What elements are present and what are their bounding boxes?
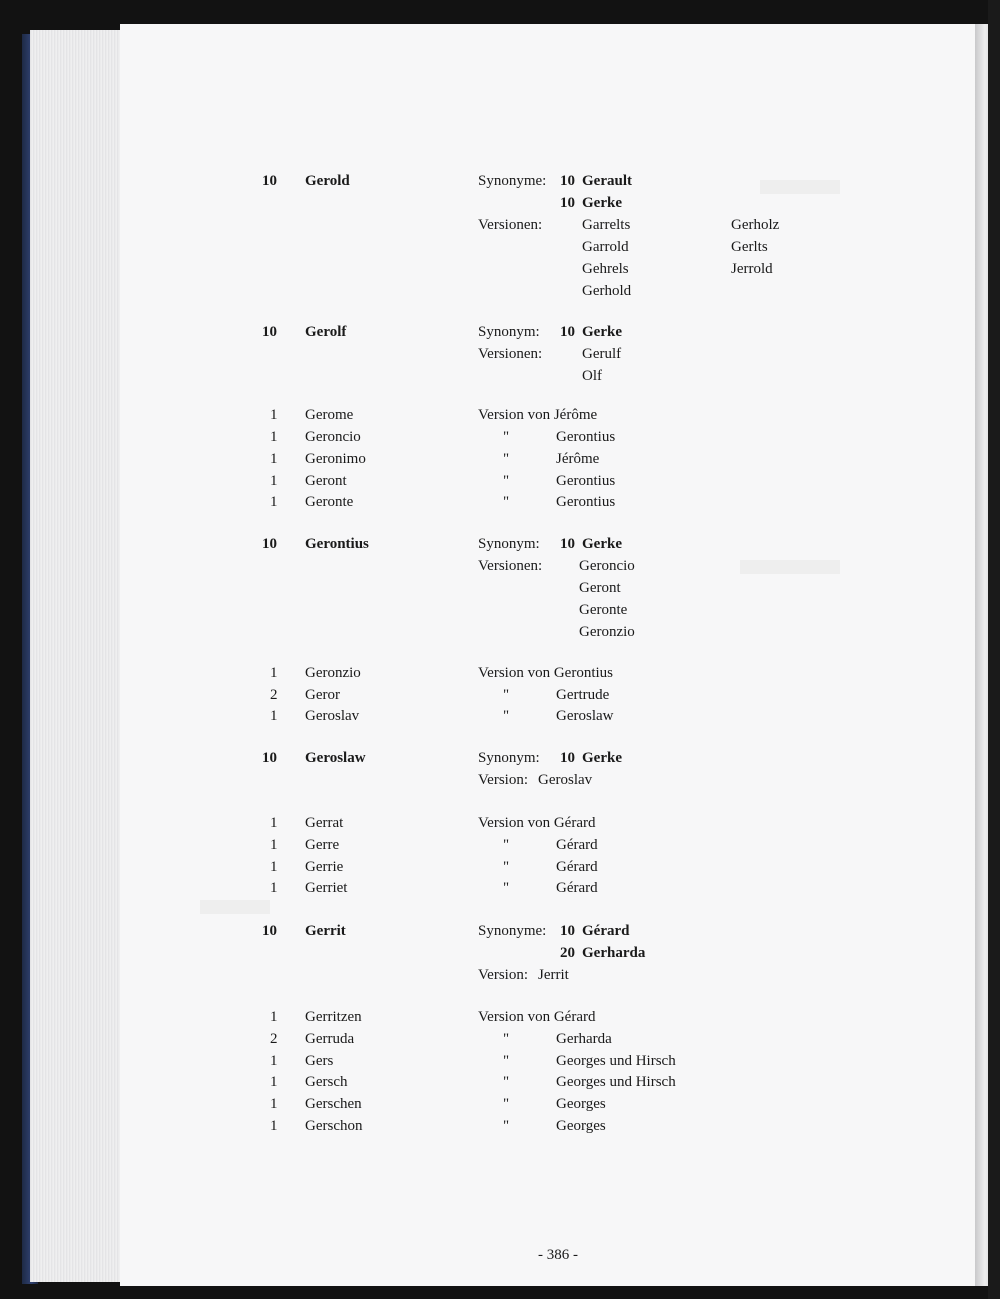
- entry-count: 2: [270, 1031, 278, 1047]
- entry-label: ": [503, 708, 510, 724]
- entry-name: Gerruda: [305, 1031, 355, 1047]
- entry-name: Gerold: [305, 173, 350, 189]
- entry-number: 10: [560, 173, 575, 189]
- entry-value: Gérard: [556, 880, 598, 896]
- entry-name: Geroslav: [305, 708, 360, 724]
- entry-name: Gerschen: [305, 1096, 362, 1112]
- show-through-mark: [760, 180, 840, 194]
- entry-name: Gerriet: [305, 880, 348, 896]
- entry-count: 1: [270, 407, 278, 423]
- entry-value: Gerharda: [582, 945, 646, 961]
- entry-number: 10: [560, 324, 575, 340]
- entry-label: Version von Gérard: [478, 815, 596, 831]
- entry-value: Gertrude: [556, 687, 610, 703]
- entry-label: ": [503, 837, 510, 853]
- entry-count: 1: [270, 837, 278, 853]
- entry-value: Georges: [556, 1096, 606, 1112]
- entry-name: Gersch: [305, 1074, 348, 1090]
- entry-label: ": [503, 1074, 510, 1090]
- entry-extra: Gerholz: [731, 217, 780, 233]
- entry-count: 1: [270, 1118, 278, 1134]
- entry-label: ": [503, 687, 510, 703]
- entry-label: Versionen:: [478, 558, 543, 574]
- entry-value: Georges und Hirsch: [556, 1053, 676, 1069]
- entry-name: Gerrie: [305, 859, 344, 875]
- entry-value: Gérard: [556, 837, 598, 853]
- entry-value: Geroslaw: [556, 708, 614, 724]
- entry-count: 1: [270, 880, 278, 896]
- entry-count: 2: [270, 687, 278, 703]
- entry-extra: Jerrold: [731, 261, 773, 277]
- entry-value: Gerke: [582, 750, 622, 766]
- entry-label: Versionen:: [478, 217, 543, 233]
- entry-label: Version:: [478, 967, 528, 983]
- entry-count: 10: [262, 750, 277, 766]
- entry-value: Gerontius: [556, 494, 616, 510]
- entry-value: Gerharda: [556, 1031, 612, 1047]
- show-through-mark: [740, 560, 840, 574]
- entry-label: Version von Gerontius: [478, 665, 613, 681]
- entry-label: Version:: [478, 772, 528, 788]
- entry-label: ": [503, 1118, 510, 1134]
- entry-count: 10: [262, 923, 277, 939]
- entry-value: Gérard: [556, 859, 598, 875]
- entry-value: Jerrit: [538, 967, 569, 983]
- entry-name: Geronimo: [305, 451, 366, 467]
- entry-name: Gers: [305, 1053, 334, 1069]
- entry-label: ": [503, 451, 510, 467]
- page-stack-edge: [30, 30, 125, 1282]
- entry-count: 1: [270, 451, 278, 467]
- entry-value: Gerhold: [582, 283, 632, 299]
- entry-count: 1: [270, 1096, 278, 1112]
- entry-number: 10: [560, 750, 575, 766]
- entry-name: Gerritzen: [305, 1009, 362, 1025]
- entry-label: Versionen:: [478, 346, 543, 362]
- entry-number: 10: [560, 923, 575, 939]
- entry-label: Synonym:: [478, 324, 540, 340]
- entry-label: ": [503, 429, 510, 445]
- entry-value: Georges und Hirsch: [556, 1074, 676, 1090]
- entry-name: Gerre: [305, 837, 340, 853]
- entry-name: Gerrat: [305, 815, 344, 831]
- entry-count: 1: [270, 859, 278, 875]
- entry-value: Geroslav: [538, 772, 593, 788]
- entry-label: ": [503, 1096, 510, 1112]
- entry-value: Gerke: [582, 195, 622, 211]
- entry-value: Gérard: [582, 923, 630, 939]
- entry-number: 10: [560, 195, 575, 211]
- book-page: [120, 24, 975, 1286]
- entry-count: 1: [270, 815, 278, 831]
- entry-label: ": [503, 1031, 510, 1047]
- entry-value: Gerke: [582, 536, 622, 552]
- entry-name: Geronte: [305, 494, 354, 510]
- entry-count: 1: [270, 429, 278, 445]
- entry-count: 1: [270, 494, 278, 510]
- entry-name: Geror: [305, 687, 340, 703]
- entry-value: Geront: [579, 580, 621, 596]
- page-number: - 386 -: [538, 1247, 578, 1263]
- entry-value: Geronte: [579, 602, 628, 618]
- entry-value: Gerke: [582, 324, 622, 340]
- entry-name: Gerrit: [305, 923, 346, 939]
- entry-label: ": [503, 494, 510, 510]
- entry-value: Geronzio: [579, 624, 635, 640]
- entry-name: Gerome: [305, 407, 354, 423]
- entry-name: Gerontius: [305, 536, 369, 552]
- entry-count: 1: [270, 473, 278, 489]
- entry-count: 1: [270, 1009, 278, 1025]
- entry-label: ": [503, 473, 510, 489]
- entry-count: 1: [270, 1053, 278, 1069]
- entry-count: 1: [270, 1074, 278, 1090]
- entry-number: 20: [560, 945, 575, 961]
- entry-label: ": [503, 1053, 510, 1069]
- entry-value: Garrold: [582, 239, 629, 255]
- entry-count: 10: [262, 173, 277, 189]
- entry-number: 10: [560, 536, 575, 552]
- entry-count: 1: [270, 665, 278, 681]
- entry-value: Gehrels: [582, 261, 629, 277]
- show-through-mark: [200, 900, 270, 914]
- entry-value: Geroncio: [579, 558, 635, 574]
- entry-count: 10: [262, 536, 277, 552]
- entry-value: Olf: [582, 368, 602, 384]
- background-strip: [988, 0, 1000, 1299]
- entry-value: Georges: [556, 1118, 606, 1134]
- entry-value: Garrelts: [582, 217, 631, 233]
- entry-label: ": [503, 880, 510, 896]
- entry-name: Geroncio: [305, 429, 361, 445]
- entry-value: Jérôme: [556, 451, 600, 467]
- entry-label: Synonym:: [478, 536, 540, 552]
- entry-label: Synonyme:: [478, 173, 547, 189]
- entry-label: Synonym:: [478, 750, 540, 766]
- entry-label: Version von Gérard: [478, 1009, 596, 1025]
- entry-value: Gerontius: [556, 429, 616, 445]
- entry-label: ": [503, 859, 510, 875]
- entry-count: 10: [262, 324, 277, 340]
- entry-name: Geronzio: [305, 665, 361, 681]
- entry-count: 1: [270, 708, 278, 724]
- entry-extra: Gerlts: [731, 239, 768, 255]
- entry-name: Gerschon: [305, 1118, 363, 1134]
- entry-value: Gerulf: [582, 346, 622, 362]
- entry-label: Version von Jérôme: [478, 407, 598, 423]
- entry-name: Geront: [305, 473, 347, 489]
- entry-value: Gerontius: [556, 473, 616, 489]
- entry-name: Gerolf: [305, 324, 347, 340]
- entry-name: Geroslaw: [305, 750, 366, 766]
- entry-label: Synonyme:: [478, 923, 547, 939]
- entry-value: Gerault: [582, 173, 632, 189]
